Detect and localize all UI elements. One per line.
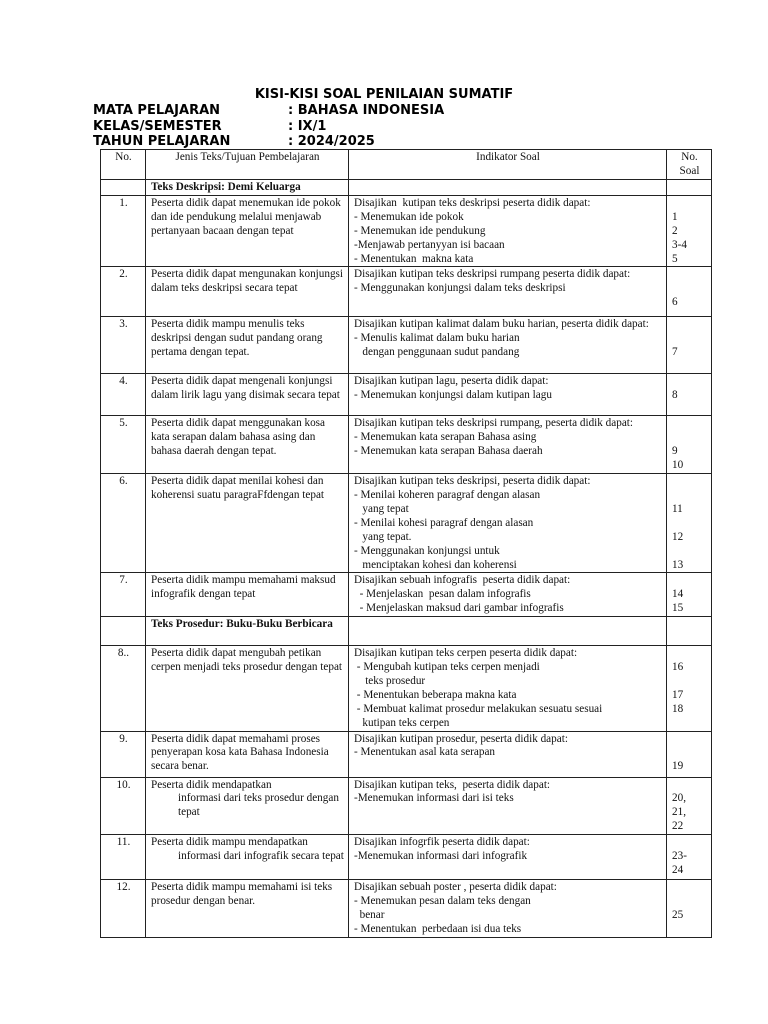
row-soal [667, 267, 712, 317]
soal-line: 15 [672, 602, 684, 615]
row-tujuan: Peserta didik dapat menilai kohesi dan koherensi suatu paragraFfdengan tepat [146, 474, 349, 573]
row-tujuan: Peserta didik dapat mengubah petikan cerpen menjadi teks prosedur dengan tepat [146, 646, 349, 731]
indikator-line: - Menilai kohesi paragraf dengan alasan [354, 516, 534, 529]
indikator-line: Disajikan kutipan teks, peserta didik dapat: [354, 778, 551, 791]
indikator-line: - Menjelaskan maksud dari gambar infografis [354, 602, 564, 615]
indikator-line: - Menemukan pesan dalam teks dengan [354, 895, 531, 908]
row-tujuan [146, 777, 349, 835]
indikator-line: Disajikan kutipan teks cerpen peserta didik dapat: [354, 647, 578, 660]
indikator-line: kutipan teks cerpen [354, 716, 450, 729]
table-row [101, 880, 712, 938]
soal-line: 3-4 [672, 238, 687, 251]
soal-line: 24 [672, 864, 684, 876]
soal-line: 21, [672, 806, 686, 819]
table-row [101, 195, 712, 267]
soal-line: 16 [672, 661, 684, 674]
soal-line [672, 895, 707, 909]
row-number: 6. [101, 474, 146, 573]
soal-line [672, 431, 707, 445]
indikator-line: - Menulis kalimat dalam buku harian [354, 332, 520, 345]
soal-line: 5 [672, 252, 678, 265]
soal-line: 14 [672, 588, 684, 601]
soal-line [672, 332, 707, 346]
meta-value: : IX/1 [288, 119, 327, 134]
header-indikator: Indikator Soal [349, 150, 667, 180]
indikator-line: - Menemukan ide pokok [354, 210, 464, 223]
row-soal [667, 646, 712, 731]
indikator-line: - Menemukan ide pendukung [354, 224, 486, 237]
section-empty [101, 617, 146, 646]
row-number: 11. [101, 835, 146, 880]
indikator-line: Disajikan infogrfik peserta didik dapat: [354, 836, 530, 849]
indikator-line: yang tepat. [354, 530, 412, 543]
soal-line: 12 [672, 530, 684, 543]
soal-line [672, 675, 707, 689]
soal-line [672, 574, 707, 588]
soal-line [672, 881, 707, 895]
row-soal [667, 317, 712, 374]
soal-line: 19 [672, 760, 684, 773]
indikator-line: - Menemukan kata serapan Bahasa asing [354, 431, 537, 444]
soal-line: 6 [672, 296, 678, 309]
indikator-line: Disajikan kutipan teks deskripsi rumpang peserta didik dapat: [354, 268, 631, 281]
row-tujuan: Peserta didik mampu memahami isi teks prosedur dengan benar. [146, 880, 349, 938]
indikator-line: -Menjawab pertanyyan isi bacaan [354, 238, 505, 251]
soal-line [672, 733, 707, 747]
table-row [101, 267, 712, 317]
row-indikator [349, 835, 667, 880]
soal-line [672, 268, 707, 282]
indikator-line: - Menilai koheren paragraf dengan alasan [354, 488, 541, 501]
indikator-line: Disajikan kutipan kalimat dalam buku harian, peserta didik dapat: [354, 318, 649, 331]
soal-line [672, 836, 707, 850]
row-tujuan: Peserta didik dapat mengunakan konjungsi dalam teks deskripsi secara tepat [146, 267, 349, 317]
indikator-line: dengan penggunaan sudut pandang [354, 346, 520, 359]
section-empty [667, 617, 712, 646]
meta-label: MATA PELAJARAN [93, 103, 221, 118]
row-soal [667, 731, 712, 777]
soal-line: 25 [672, 909, 684, 921]
header-soal: No. Soal [667, 150, 712, 180]
soal-line [672, 746, 707, 760]
meta-value: : BAHASA INDONESIA [288, 103, 445, 118]
soal-line [672, 318, 707, 332]
indikator-line: menciptakan kohesi dan koherensi [354, 558, 517, 571]
table-row [101, 374, 712, 416]
tujuan-line: informasi dari teks prosedur dengan tepat [178, 792, 339, 819]
row-soal [667, 880, 712, 938]
indikator-line: Disajikan kutipan prosedur, peserta didik dapat: [354, 732, 568, 745]
row-soal [667, 474, 712, 573]
row-indikator [349, 731, 667, 777]
soal-line: 13 [672, 558, 684, 571]
row-indikator [349, 195, 667, 267]
row-number: 5. [101, 416, 146, 474]
row-number: 3. [101, 317, 146, 374]
soal-line: 10 [672, 459, 684, 472]
soal-line [672, 489, 707, 503]
soal-line [672, 197, 707, 211]
header-no: No. [101, 150, 146, 180]
indikator-line: Disajikan kutipan teks deskripsi, peserta didik dapat: [354, 475, 591, 488]
indikator-line: - Menggunakan konjungsi dalam teks deskripsi [354, 282, 566, 295]
row-tujuan: Peserta didik dapat mengenali konjungsi dalam lirik lagu yang disimak secara tepat [146, 374, 349, 416]
soal-line [672, 647, 707, 661]
meta-subject [93, 103, 444, 119]
table-row [101, 317, 712, 374]
soal-line: 8 [672, 389, 678, 402]
row-indikator [349, 880, 667, 938]
soal-line: 17 [672, 688, 684, 701]
indikator-line: - Menentukan asal kata serapan [354, 746, 496, 759]
row-number: 4. [101, 374, 146, 416]
tujuan-line: Peserta didik mampu mendapatkan [151, 836, 308, 849]
soal-line [672, 779, 707, 793]
soal-line [672, 517, 707, 531]
section-row [101, 180, 712, 196]
row-soal [667, 416, 712, 474]
section-title: Teks Prosedur: Buku-Buku Berbicara [146, 617, 349, 646]
row-indikator [349, 646, 667, 731]
row-soal [667, 374, 712, 416]
table-row [101, 416, 712, 474]
soal-line: 20, [672, 792, 686, 805]
indikator-line: - Menemukan kata serapan Bahasa daerah [354, 445, 543, 458]
indikator-line: - Mengubah kutipan teks cerpen menjadi [354, 661, 540, 674]
row-number: 9. [101, 731, 146, 777]
soal-line: 2 [672, 224, 678, 237]
soal-line: 18 [672, 702, 684, 715]
row-indikator [349, 573, 667, 617]
row-number: 8.. [101, 646, 146, 731]
row-soal [667, 573, 712, 617]
row-indikator [349, 777, 667, 835]
row-number: 10. [101, 777, 146, 835]
row-tujuan: Peserta didik mampu menulis teks deskripsi dengan sudut pandang orang pertama dengan tepat. [146, 317, 349, 374]
meta-label: TAHUN PELAJARAN [93, 134, 231, 149]
soal-line: 11 [672, 502, 683, 515]
soal-line: 23- [672, 850, 687, 863]
row-tujuan [146, 835, 349, 880]
row-indikator [349, 317, 667, 374]
indikator-line: yang tepat [354, 502, 409, 515]
tujuan-line: Peserta didik mendapatkan [151, 778, 272, 791]
soal-line [672, 475, 707, 489]
section-empty [349, 617, 667, 646]
row-number: 1. [101, 195, 146, 267]
kisi-kisi-table [100, 149, 712, 938]
indikator-line: - Menemukan konjungsi dalam kutipan lagu [354, 389, 552, 402]
indikator-line: teks prosedur [354, 674, 426, 687]
document-title: KISI-KISI SOAL PENILAIAN SUMATIF [254, 87, 514, 102]
indikator-line: Disajikan kutipan teks deskripsi peserta didik dapat: [354, 196, 591, 209]
row-tujuan: Peserta didik dapat menggunakan kosa kata serapan dalam bahasa asing dan bahasa daerah dengan tepat. [146, 416, 349, 474]
soal-line [672, 545, 707, 559]
tujuan-line: informasi dari infografik secara tepat [178, 850, 344, 863]
table-row [101, 573, 712, 617]
meta-year [93, 134, 375, 150]
meta-class [93, 119, 326, 135]
header-jenis: Jenis Teks/Tujuan Pembelajaran [146, 150, 349, 180]
indikator-line: - Menjelaskan pesan dalam infografis [354, 588, 531, 601]
soal-line: 22 [672, 820, 684, 833]
indikator-line: - Menentukan perbedaan isi dua teks [354, 922, 522, 935]
table-header-row [101, 150, 712, 180]
indikator-line: benar [354, 909, 385, 921]
soal-line: 9 [672, 445, 678, 458]
table-row [101, 777, 712, 835]
soal-line: 1 [672, 210, 678, 223]
row-soal [667, 777, 712, 835]
meta-label: KELAS/SEMESTER [93, 119, 222, 134]
table-row [101, 474, 712, 573]
indikator-line: Disajikan kutipan lagu, peserta didik dapat: [354, 375, 549, 388]
soal-line: 7 [672, 346, 678, 359]
row-soal [667, 195, 712, 267]
indikator-line: - Menentukan makna kata [354, 252, 474, 265]
indikator-line: Disajikan kutipan teks deskripsi rumpang, peserta didik dapat: [354, 417, 634, 430]
indikator-line: -Menemukan informasi dari isi teks [354, 792, 514, 805]
row-indikator [349, 267, 667, 317]
table-row [101, 731, 712, 777]
table-row [101, 835, 712, 880]
row-indikator [349, 374, 667, 416]
row-tujuan: Peserta didik dapat memahami proses penyerapan kosa kata Bahasa Indonesia secara benar. [146, 731, 349, 777]
row-indikator [349, 416, 667, 474]
soal-line [672, 282, 707, 296]
table-row [101, 646, 712, 731]
indikator-line: Disajikan sebuah poster , peserta didik dapat: [354, 881, 557, 894]
indikator-line: - Menentukan beberapa makna kata [354, 688, 517, 701]
soal-line [672, 375, 707, 389]
section-row [101, 617, 712, 646]
indikator-line: - Membuat kalimat prosedur melakukan sesuatu sesuai [354, 702, 603, 715]
meta-value: : 2024/2025 [288, 134, 375, 149]
section-title: Teks Deskripsi: Demi Keluarga [146, 180, 349, 196]
indikator-line: Disajikan sebuah infografis peserta didik dapat: [354, 574, 571, 587]
indikator-line: - Menggunakan konjungsi untuk [354, 544, 500, 557]
row-soal [667, 835, 712, 880]
row-number: 12. [101, 880, 146, 938]
row-number: 2. [101, 267, 146, 317]
row-indikator [349, 474, 667, 573]
soal-line [672, 417, 707, 431]
indikator-line: -Menemukan informasi dari infografik [354, 850, 528, 863]
row-number: 7. [101, 573, 146, 617]
row-tujuan: Peserta didik mampu memahami maksud infografik dengan tepat [146, 573, 349, 617]
row-tujuan: Peserta didik dapat menemukan ide pokok dan ide pendukung melalui menjawab pertanyaan bacaan dengan tepat [146, 195, 349, 267]
